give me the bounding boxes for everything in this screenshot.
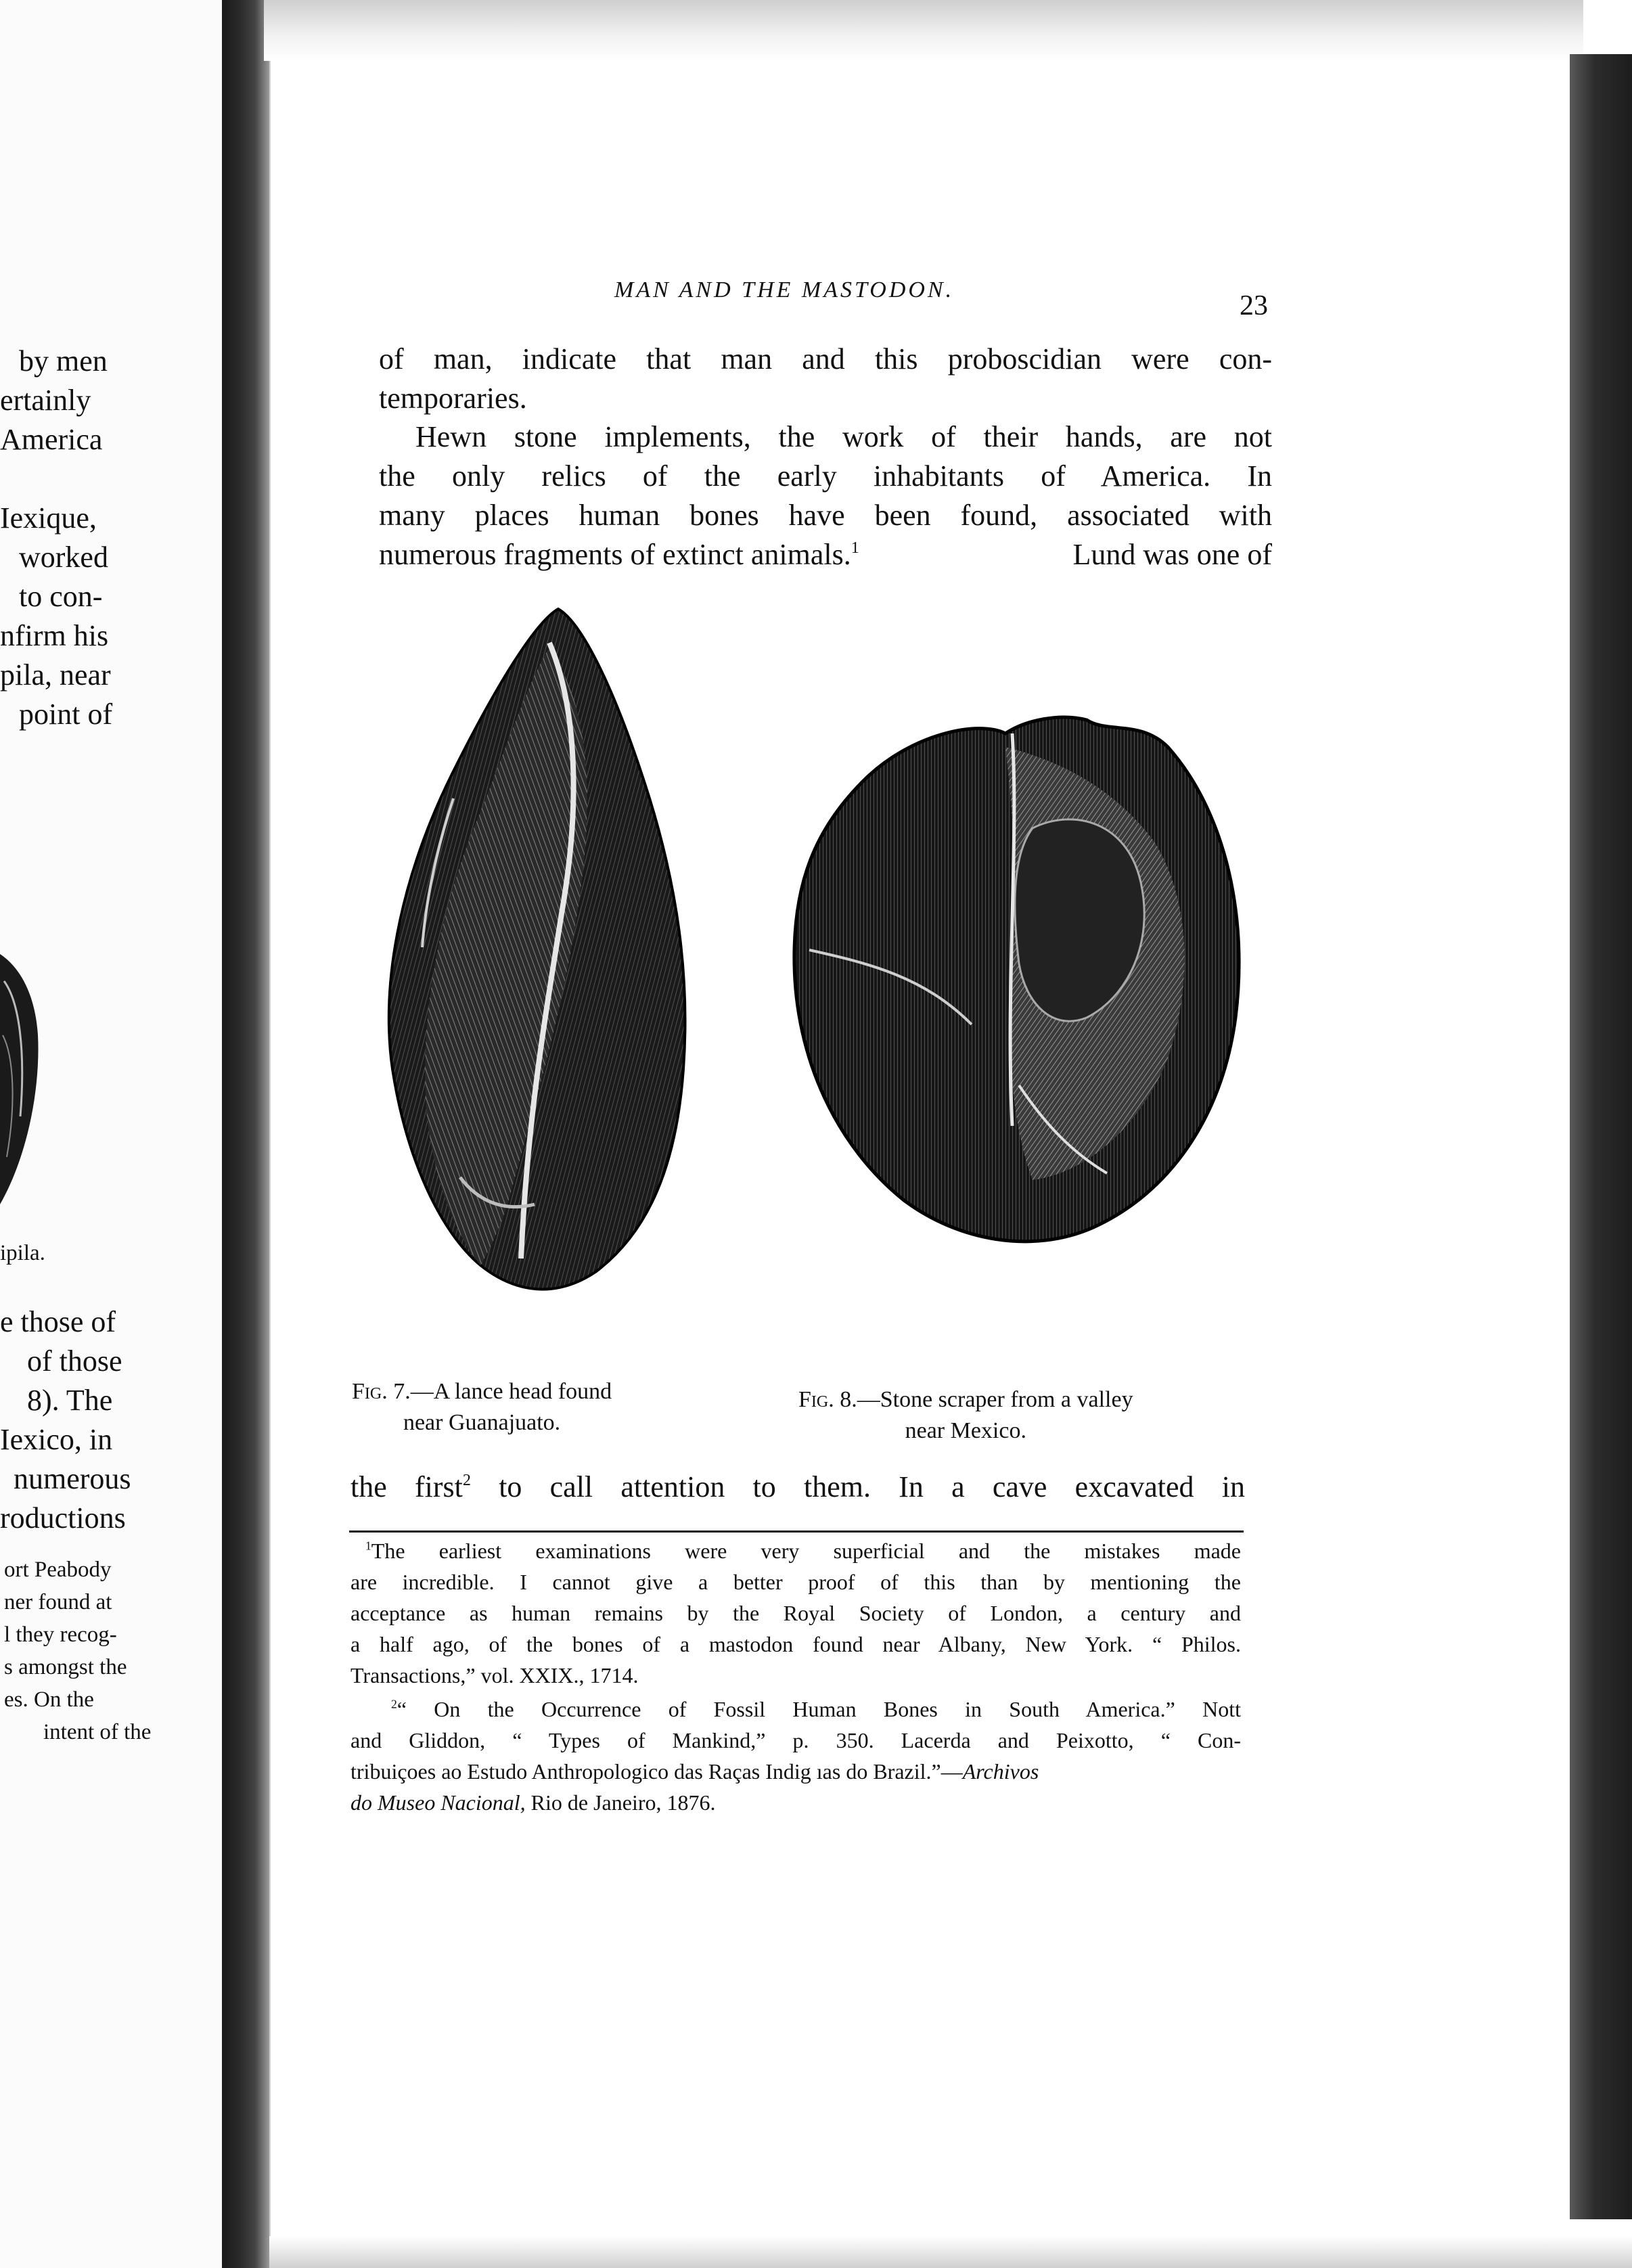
left-footnote-line: s amongst the (4, 1655, 127, 1679)
fig8-caption (798, 1384, 1133, 1447)
left-text-line: America (0, 423, 103, 456)
footnote-text: Rio de Janeiro, 1876. (525, 1790, 716, 1815)
body-text: numerous fragments of extinct animals. (379, 538, 851, 571)
fig8-caption-line1: —Stone scraper from a valley (857, 1387, 1133, 1412)
footnote-marker: 2 (391, 1697, 397, 1711)
footnote-text: The earliest examinations were very superficial and the mistakes made (371, 1539, 1241, 1563)
left-text-line: Iexique, (0, 501, 97, 535)
fig7-lance-head-illustration (379, 595, 704, 1353)
body-continuation-line (350, 1470, 1245, 1504)
left-footnote-line: ner found at (4, 1590, 112, 1614)
footnote-text: tribuiçoes ao Estudo Anthropologico das Raças Indig ıas do Brazil.”— (350, 1759, 963, 1784)
fig7-caption (352, 1376, 612, 1438)
continuation-text: to call attention to them. In a cave excavated in (499, 1470, 1245, 1503)
footnote-rule (349, 1530, 1244, 1533)
left-text-line: 8). The (27, 1384, 113, 1417)
footnote-2-line: and Gliddon, “ Types of Mankind,” p. 350. Lacerda and Peixotto, “ Con- (350, 1728, 1241, 1752)
left-text-line: roductions (0, 1501, 126, 1535)
left-text-line: worked (19, 541, 108, 574)
footnote-1-line: acceptance as human remains by the Royal Society of London, a century and (350, 1601, 1241, 1625)
footnote-2-line (391, 1697, 1241, 1722)
body-text-line: Lund was one of (1072, 538, 1272, 571)
footnote-marker: 1 (365, 1539, 371, 1553)
page-number: 23 (1240, 290, 1268, 321)
body-text-line: Hewn stone implements, the work of their hands, are not (415, 420, 1272, 453)
fig8-stone-scraper-illustration (789, 706, 1249, 1248)
left-text-line: by men (19, 344, 108, 378)
left-footnote-line: ort Peabody (4, 1558, 112, 1582)
left-footnote-line: intent of the (43, 1720, 152, 1744)
continuation-text: the first (350, 1470, 463, 1503)
left-footnote-line: l they recog- (4, 1623, 117, 1647)
footnote-italic-text: Archivos (962, 1759, 1039, 1784)
body-text-line: temporaries. (379, 382, 527, 415)
body-text-line: many places human bones have been found, associated with (379, 499, 1272, 532)
left-text-line: Iexico, in (0, 1423, 113, 1456)
footnote-2-line (350, 1759, 1241, 1784)
fig8-caption-line2: near Mexico. (905, 1418, 1026, 1443)
book-right-edge (1570, 54, 1632, 2219)
top-edge-shadow (264, 0, 1583, 61)
body-text-line: the only relics of the early inhabitants of America. In (379, 459, 1272, 493)
book-bottom-edge (269, 2236, 1632, 2268)
fig7-caption-line1: —A lance head found (410, 1379, 612, 1404)
book-spine-gutter (222, 0, 269, 2268)
body-text-line-with-note (379, 537, 988, 572)
footnote-1-line (365, 1539, 1241, 1564)
fig8-label: Fig. 8. (798, 1387, 857, 1412)
running-head: MAN AND THE MASTODON. (614, 277, 955, 302)
fig7-caption-line2: near Guanajuato. (403, 1410, 561, 1435)
left-text-line: of those (27, 1344, 122, 1378)
left-text-line: pila, near (0, 658, 111, 691)
footnote-1-line: a half ago, of the bones of a mastodon found near Albany, New York. “ Philos. (350, 1632, 1241, 1656)
left-text-line: e those of (0, 1305, 116, 1338)
left-footnote-line: es. On the (4, 1687, 94, 1712)
left-text-line: nfirm his (0, 619, 109, 652)
footnote-marker: 2 (462, 1471, 471, 1490)
left-text-line: to con- (19, 580, 103, 613)
footnote-marker: 1 (851, 539, 859, 558)
footnote-italic-text: do Museo Nacional, (350, 1790, 526, 1815)
left-caption-fragment: ipila. (0, 1241, 45, 1265)
footnote-text: “ On the Occurrence of Fossil Human Bones in South America.” Nott (396, 1697, 1241, 1721)
left-text-line: point of (19, 698, 113, 731)
body-text-line: of man, indicate that man and this proboscidian were con- (379, 342, 1272, 376)
footnote-1-line: are incredible. I cannot give a better proof of this than by mentioning the (350, 1570, 1241, 1594)
left-text-line: ertainly (0, 384, 91, 417)
footnote-1-line: Transactions,” vol. XXIX., 1714. (350, 1663, 639, 1687)
left-text-line: numerous (14, 1462, 131, 1495)
fig7-label: Fig. 7. (352, 1379, 411, 1404)
footnote-2-line (350, 1790, 1241, 1815)
partial-artifact-illustration (0, 954, 41, 1211)
